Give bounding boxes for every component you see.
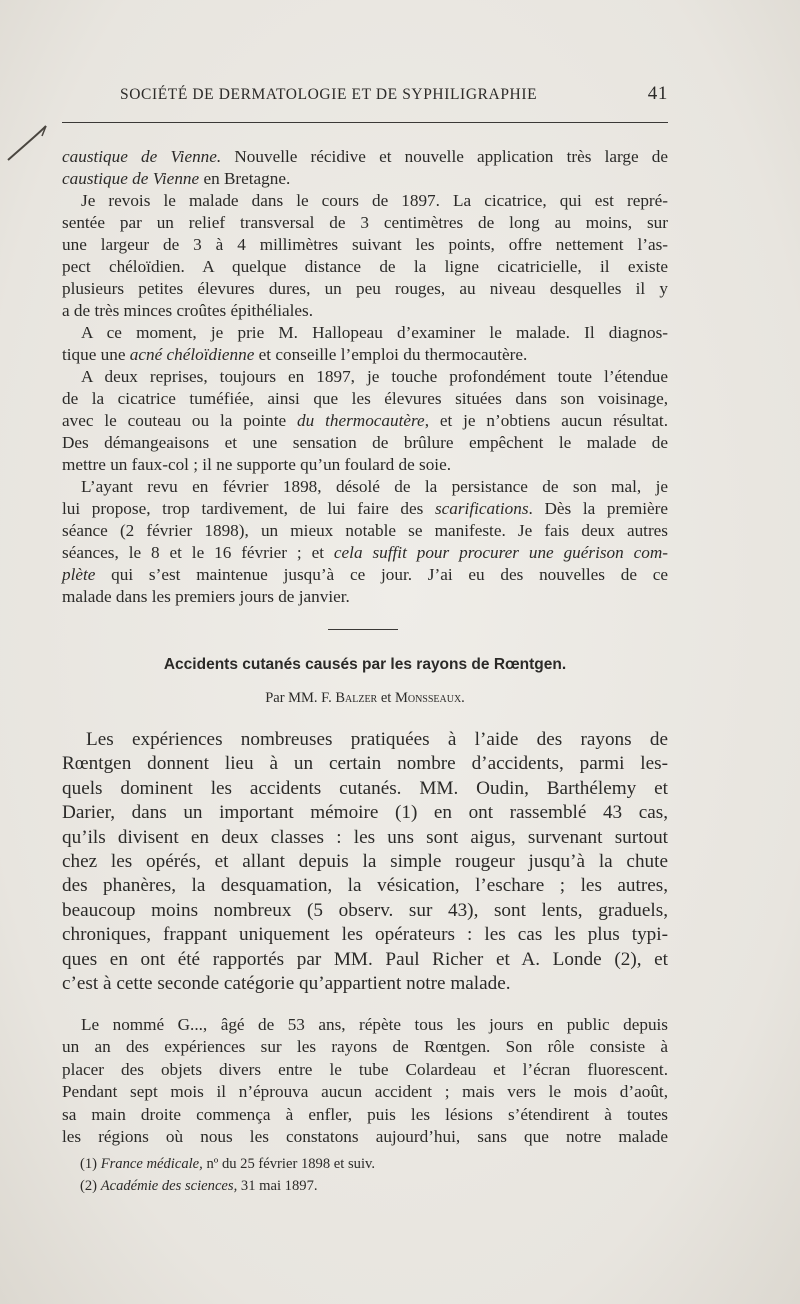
- text-line: [62, 1059, 668, 1081]
- footnote-text: nº du 25 février 1898 et suiv.: [206, 1156, 376, 1172]
- text-segment: et conseille l’emploi du thermocautère.: [254, 345, 528, 364]
- text-segment: pect chéloïdien. A quelque distance de la ligne cicatricielle, il existe: [62, 257, 668, 276]
- footnote: [80, 1156, 375, 1173]
- text-segment: les régions où nous les constatons aujourd’hui, sans que notre malade: [62, 1127, 668, 1147]
- text-segment: mettre un faux-col ; il ne supporte qu’un foulard de soie.: [62, 455, 451, 474]
- text-line: [62, 190, 668, 212]
- article-byline: [0, 690, 730, 707]
- footnote-source: France médicale,: [100, 1156, 203, 1172]
- text-segment: Le nommé G..., âgé de 53 ans, répète tous les jours en public depuis: [81, 1015, 668, 1034]
- text-segment: avec le couteau ou la pointe: [62, 411, 298, 430]
- footnote-source: Académie des sciences,: [100, 1178, 238, 1194]
- text-segment: ques en ont été rapportés par MM. Paul Richer et A. Londe (2), et: [62, 948, 668, 970]
- text-segment: qu’ils divisent en deux classes : les uns sont aigus, survenant surtout: [62, 826, 668, 848]
- text-line: [62, 344, 668, 366]
- text-segment: , et je n’obtiens aucun résultat.: [424, 411, 668, 430]
- text-segment: chroniques, frappant uniquement les opérateurs : les cas les plus typi-: [62, 924, 668, 946]
- italic-text: caustique de Vienne: [62, 169, 200, 188]
- text-segment: qui s’est maintenue jusqu’à ce jour. J’ai eu des nouvelles de ce: [95, 565, 668, 584]
- text-line: [62, 564, 668, 586]
- paragraph: [62, 728, 668, 996]
- text-segment: un an des expériences sur les rayons de Rœntgen. Son rôle consiste à: [62, 1037, 668, 1057]
- article-title: Accidents cutanés causés par les rayons de Rœntgen.: [163, 656, 567, 673]
- text-segment: lui propose, trop tardivement, de lui faire des: [62, 499, 435, 518]
- text-segment: . Dès la première: [528, 499, 668, 518]
- paragraph: [62, 366, 668, 476]
- text-line: [62, 1126, 668, 1148]
- text-line: [62, 278, 668, 300]
- italic-text: cela suffit pour procurer une guérison com-: [333, 543, 668, 562]
- text-line: [62, 476, 668, 498]
- text-segment: Darier, dans un important mémoire (1) en ont rassemblé 43 cas,: [62, 802, 668, 824]
- text-line: [62, 1036, 668, 1058]
- text-segment: quels dominent les accidents cutanés. MM. Oudin, Barthélemy et: [62, 777, 668, 799]
- text-segment: une largeur de 3 à 4 millimètres suivant les points, offre nettement l’as-: [62, 235, 668, 254]
- text-segment: des phanères, la desquamation, la vésication, l’eschare ; les autres,: [62, 875, 668, 897]
- pencil-mark-icon: [2, 120, 52, 170]
- text-line: [62, 410, 668, 432]
- text-segment: séance (2 février 1898), un mieux notable se manifeste. Je fais deux autres: [62, 521, 668, 540]
- text-line: [62, 728, 668, 752]
- text-segment: L’ayant revu en février 1898, désolé de la persistance de son mal, je: [81, 477, 668, 496]
- paragraph: [62, 476, 668, 608]
- text-segment: beaucoup moins nombreux (5 observ. sur 43), sont lents, graduels,: [62, 899, 668, 921]
- text-line: [62, 498, 668, 520]
- text-segment: Les expériences nombreuses pratiquées à l’aide des rayons de: [86, 729, 668, 750]
- text-segment: séances, le 8 et le 16 février ; et: [62, 543, 334, 562]
- text-line: [62, 923, 668, 947]
- text-segment: chez les opérés, et allant depuis la simple rougeur jusqu’à la chute: [62, 851, 668, 873]
- paragraph: [62, 1014, 668, 1148]
- text-block: [62, 146, 668, 608]
- text-line: [62, 899, 668, 923]
- author-name: Monsseaux.: [394, 690, 465, 706]
- text-segment: placer des objets divers entre le tube Colardeau et l’écran fluorescent.: [62, 1059, 668, 1079]
- text-line: [62, 454, 668, 476]
- footnote: [80, 1178, 318, 1195]
- text-line: [62, 752, 668, 776]
- text-segment: sentée par un relief transversal de 3 centimètres de long au moins, sur: [62, 213, 668, 232]
- section-separator: [328, 629, 398, 630]
- text-segment: Nouvelle récidive et nouvelle application très large de: [221, 147, 669, 166]
- text-segment: A ce moment, je prie M. Hallopeau d’examiner le malade. Il diagnos-: [81, 323, 668, 342]
- text-line: [62, 234, 668, 256]
- italic-text: acné chéloïdienne: [129, 345, 255, 364]
- text-line: [62, 212, 668, 234]
- author-name: Balzer: [335, 690, 378, 706]
- header-rule: [62, 122, 668, 123]
- text-segment: sa main droite commença à enfler, puis les lésions s’étendirent à toutes: [62, 1104, 668, 1124]
- byline-joiner: et: [380, 690, 392, 706]
- text-line: [62, 168, 668, 190]
- text-line: [62, 300, 668, 322]
- text-line: [62, 146, 668, 168]
- text-segment: a de très minces croûtes épithéliales.: [62, 301, 314, 320]
- text-line: [62, 366, 668, 388]
- paragraph: [62, 146, 668, 190]
- text-segment: plusieurs petites élevures dures, un peu rouges, au niveau desquelles il y: [62, 279, 668, 298]
- paragraph: [62, 190, 668, 322]
- text-line: [62, 874, 668, 898]
- italic-text: caustique de Vienne.: [62, 147, 222, 166]
- text-line: [62, 1104, 668, 1126]
- text-line: [62, 432, 668, 454]
- footnote-text: 31 mai 1897.: [240, 1178, 318, 1194]
- text-segment: c’est à cette seconde catégorie qu’appartient notre malade.: [62, 973, 511, 995]
- italic-text: plète: [62, 565, 96, 584]
- page-number: 41: [647, 83, 668, 104]
- text-line: [62, 388, 668, 410]
- text-line: [62, 586, 668, 608]
- text-segment: Pendant sept mois il n’éprouva aucun accident ; mais vers le mois d’août,: [62, 1082, 668, 1102]
- text-line: [62, 1014, 668, 1036]
- text-line: [62, 256, 668, 278]
- text-segment: tique une: [62, 345, 130, 364]
- running-title: SOCIÉTÉ DE DERMATOLOGIE ET DE SYPHILIGRAPHIE: [120, 86, 538, 103]
- text-line: [62, 801, 668, 825]
- text-line: [62, 520, 668, 542]
- text-line: [62, 850, 668, 874]
- text-line: [62, 777, 668, 801]
- byline-prefix: Par MM. F.: [265, 690, 332, 706]
- text-segment: en Bretagne.: [199, 169, 291, 188]
- text-block: [62, 728, 668, 996]
- text-block: [62, 1014, 668, 1148]
- italic-text: scarifications: [434, 499, 529, 518]
- text-segment: A deux reprises, toujours en 1897, je touche profondément toute l’étendue: [81, 367, 668, 386]
- text-line: [62, 948, 668, 972]
- text-line: [62, 542, 668, 564]
- text-segment: Je revois le malade dans le cours de 1897. La cicatrice, qui est repré-: [81, 191, 668, 210]
- text-line: [62, 322, 668, 344]
- text-line: [62, 1081, 668, 1103]
- text-line: [62, 972, 668, 996]
- text-segment: malade dans les premiers jours de janvier.: [62, 587, 350, 606]
- text-segment: Des démangeaisons et une sensation de brûlure empêchent le malade de: [62, 433, 668, 452]
- paragraph: [62, 322, 668, 366]
- footnote-number: (2): [80, 1178, 98, 1194]
- italic-text: du thermocautère: [297, 411, 425, 430]
- text-line: [62, 826, 668, 850]
- text-segment: de la cicatrice tuméfiée, ainsi que les élevures situées dans son voisinage,: [62, 389, 668, 408]
- text-segment: Rœntgen donnent lieu à un certain nombre d’accidents, parmi les-: [62, 753, 668, 775]
- footnote-number: (1): [80, 1156, 98, 1172]
